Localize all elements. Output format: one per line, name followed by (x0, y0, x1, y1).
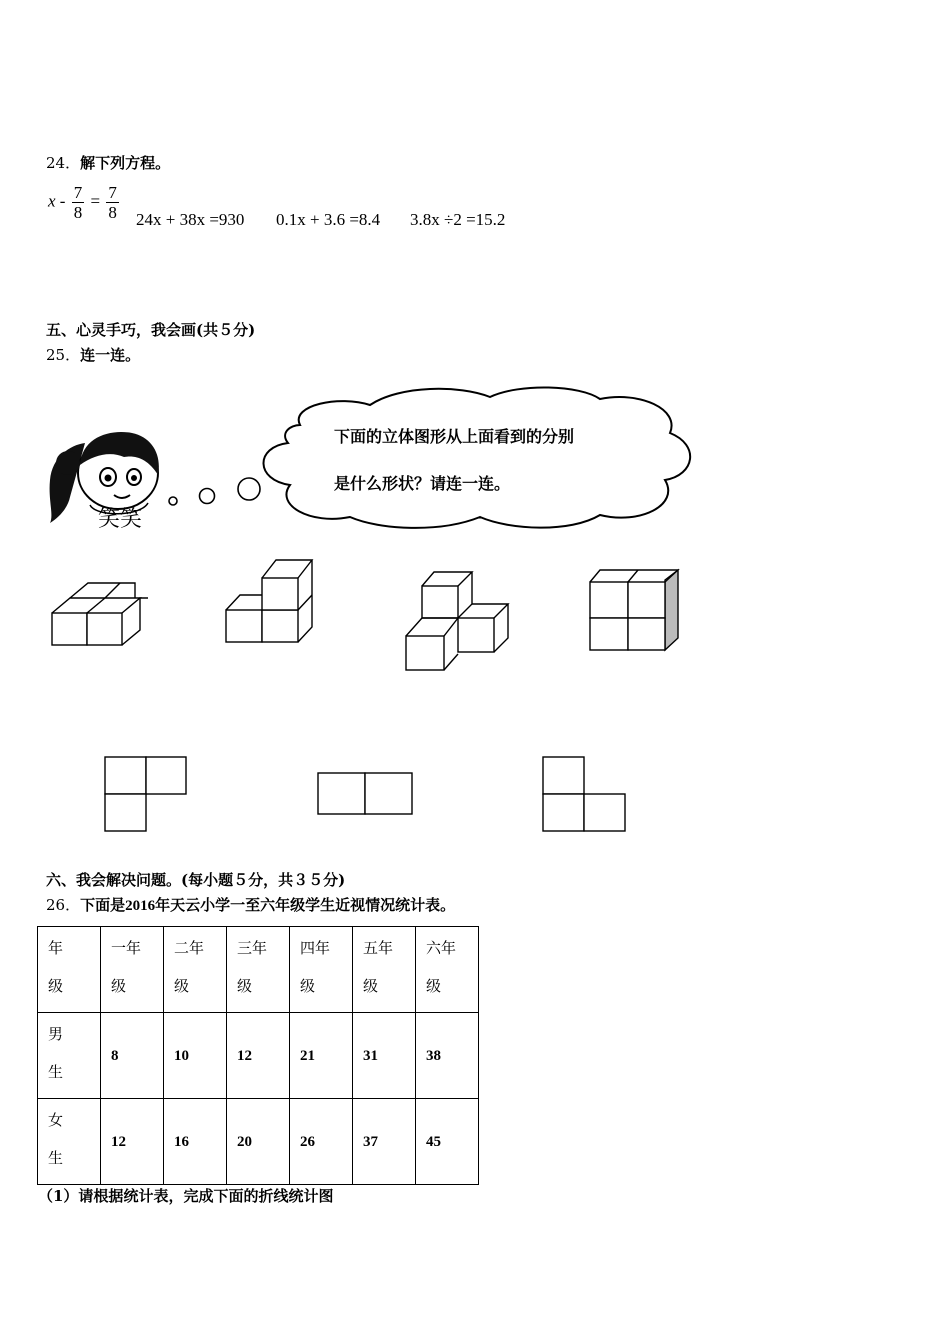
myopia-table (37, 926, 479, 1185)
cell-girls-grade6: 45 (416, 1099, 479, 1185)
equation-1 (48, 184, 121, 221)
cell-girls-grade3: 20 (227, 1099, 290, 1185)
section5-title: 五、心灵手巧，我会画(共５分) (46, 321, 256, 339)
eq1-equals: = (90, 191, 101, 211)
q24-heading (46, 152, 170, 173)
cell-girls-grade2: 16 (164, 1099, 227, 1185)
q24-title: 解下列方程。 (80, 154, 171, 172)
cell-boys-grade1: 8 (101, 1013, 164, 1099)
q26-sub1: （1）请根据统计表，完成下面的折线统计图 (38, 1187, 334, 1205)
eq1-x: x (48, 191, 56, 211)
thought-bubble-medium (200, 489, 215, 504)
cloud-text-line2: 是什么形状？请连一连。 (334, 474, 511, 493)
solid-figure-3 (406, 572, 508, 670)
table-row-boys (38, 1013, 479, 1099)
eq1-fraction-left (72, 184, 85, 221)
top-view-2 (318, 773, 412, 814)
q26-number: 26． (46, 896, 81, 914)
equation-3: 0.1x + 3.6 =8.4 (276, 210, 381, 229)
cell-boys-grade3: 12 (227, 1013, 290, 1099)
row-label-girls: 女 生 (38, 1099, 101, 1185)
top-view-1 (105, 757, 186, 831)
cell-boys-grade6: 38 (416, 1013, 479, 1099)
q24-number: 24． (46, 154, 81, 172)
solid-figure-2 (226, 560, 312, 642)
cell-girls-grade4: 26 (290, 1099, 353, 1185)
q26-title-pre: 下面是 (80, 896, 126, 914)
cell-boys-grade4: 21 (290, 1013, 353, 1099)
girl-name-label: 笑笑 (98, 507, 143, 532)
header-cell-grade5: 五年 级 (353, 927, 416, 1013)
q26-title-post: 年天云小学一至六年级学生近视情况统计表。 (155, 896, 456, 914)
top-view-3 (543, 757, 625, 831)
header-cell-grade2: 二年 级 (164, 927, 227, 1013)
header-cell-grade: 年 级 (38, 927, 101, 1013)
solid-figures (0, 550, 950, 680)
eq1-fraction-right (106, 184, 119, 221)
eq1-num: 7 (73, 183, 83, 202)
cell-girls-grade5: 37 (353, 1099, 416, 1185)
table-header-row (38, 927, 479, 1013)
q26-title-year: 2016 (125, 898, 156, 914)
header-cell-grade3: 三年 级 (227, 927, 290, 1013)
eq1-num2: 7 (108, 183, 117, 202)
solid-figure-4 (590, 570, 678, 650)
eq1-den: 8 (73, 203, 83, 222)
q26-heading (46, 894, 455, 915)
header-cell-grade1: 一年 级 (101, 927, 164, 1013)
section6-title: 六、我会解决问题。(每小题５分，共３５分) (46, 871, 346, 889)
table-row-girls (38, 1099, 479, 1185)
eq1-den2: 8 (108, 203, 117, 222)
q25-heading (46, 344, 140, 365)
header-cell-grade6: 六年 级 (416, 927, 479, 1013)
cloud-text-line1: 下面的立体图形从上面看到的分别 (334, 427, 575, 446)
cell-boys-grade5: 31 (353, 1013, 416, 1099)
equation-4: 3.8x ÷2 =15.2 (410, 210, 506, 229)
q25-title: 连一连。 (80, 346, 141, 364)
cell-girls-grade1: 12 (101, 1099, 164, 1185)
thought-illustration (40, 385, 700, 545)
cell-boys-grade2: 10 (164, 1013, 227, 1099)
q25-number: 25． (46, 346, 81, 364)
row-label-boys: 男 生 (38, 1013, 101, 1099)
top-view-figures (0, 750, 950, 840)
solid-figure-1 (52, 583, 148, 645)
header-cell-grade4: 四年 级 (290, 927, 353, 1013)
equation-2: 24x + 38x =930 (136, 210, 245, 229)
eq1-minus: - (59, 191, 66, 211)
thought-cloud (263, 387, 690, 527)
thought-bubble-large (238, 478, 260, 500)
thought-bubble-small (169, 497, 177, 505)
